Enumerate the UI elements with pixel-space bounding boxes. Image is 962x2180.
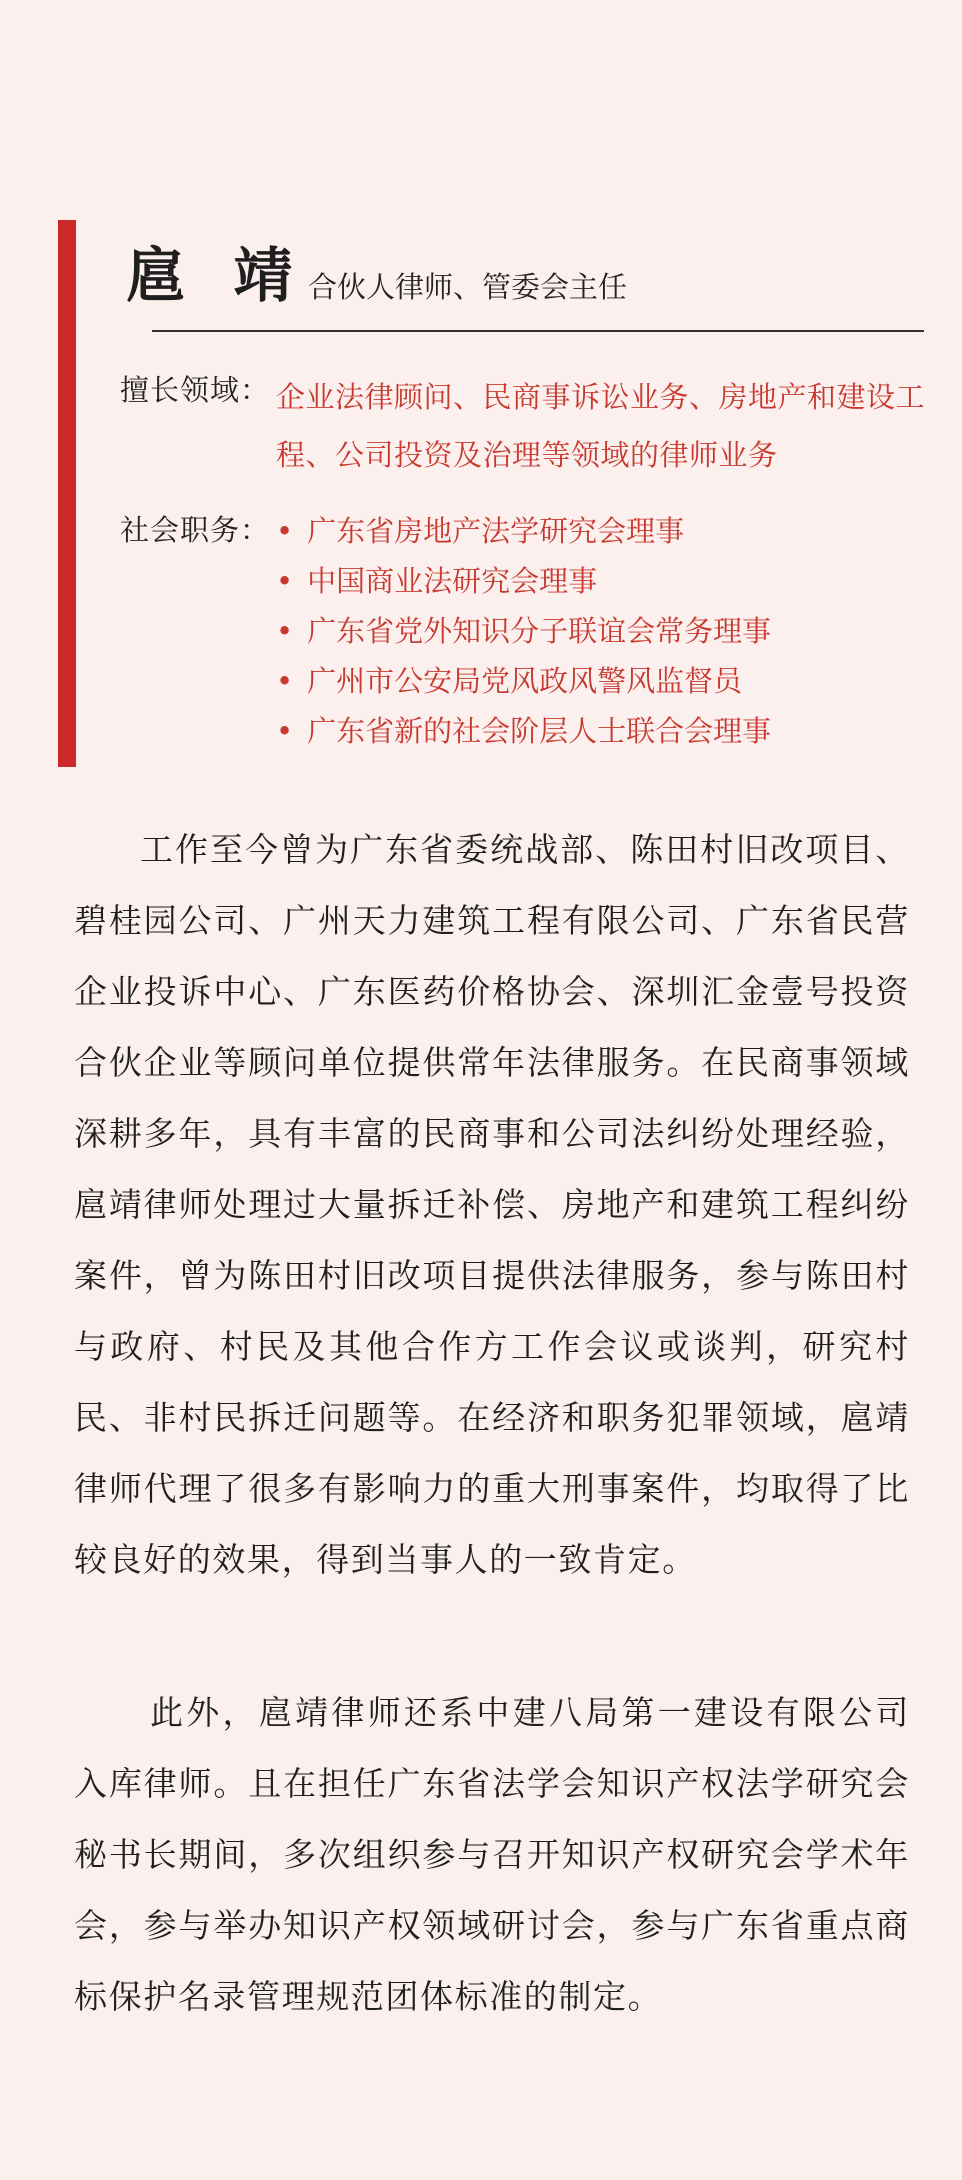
duty-item: • 广州市公安局党风政风警风监督员 <box>276 656 771 706</box>
duty-list <box>276 506 771 756</box>
bullet-icon: • <box>276 564 294 598</box>
lawyer-profile-card <box>58 220 924 767</box>
accent-bar <box>58 220 76 767</box>
bullet-icon: • <box>276 514 294 548</box>
body-paragraph-experience: 工作至今曾为广东省委统战部、陈田村旧改项目、碧桂园公司、广州天力建筑工程有限公司、广东省民营企业投诉中心、广东医药价格协会、深圳汇金壹号投资合伙企业等顾问单位提供常年法律服务。在民商事领域深耕多年，具有丰富的民商事和公司法纠纷处理经验，扈靖律师处理过大量拆迁补偿、房地产和建筑工程纠纷案件，曾为陈田村旧改项目提供法律服务，参与陈田村与政府、村民及其他合作方工作会议或谈判，研究村民、非村民拆迁问题等。在经济和职务犯罪领域，扈靖律师代理了很多有影响力的重大刑事案件，均取得了比较良好的效果，得到当事人的一致肯定。 <box>74 830 910 1579</box>
lawyer-title: 合伙人律师、管委会主任 <box>308 270 628 304</box>
duty-item: • 中国商业法研究会理事 <box>276 556 771 606</box>
body-paragraph-additional: 此外，扈靖律师还系中建八局第一建设有限公司入库律师。且在担任广东省法学会知识产权法学研究会秘书长期间，多次组织参与召开知识产权研究会学术年会，参与举办知识产权领域研讨会，参与广东省重点商标保护名录管理规范团体标准的制定。 <box>74 1693 910 2016</box>
duty-label: 社会职务： <box>120 513 271 547</box>
bullet-icon: • <box>276 664 294 698</box>
duty-item: • 广东省党外知识分子联谊会常务理事 <box>276 606 771 656</box>
divider <box>152 330 924 332</box>
bullet-icon: • <box>276 614 294 648</box>
bullet-icon: • <box>276 714 294 748</box>
duty-item: • 广东省新的社会阶层人士联合会理事 <box>276 706 771 756</box>
specialty-text: 企业法律顾问、民商事诉讼业务、房地产和建设工程、公司投资及治理等领域的律师业务 <box>276 380 926 472</box>
duty-item: • 广东省房地产法学研究会理事 <box>276 506 771 556</box>
lawyer-name: 扈 靖 <box>126 241 307 310</box>
specialty-label: 擅长领域： <box>120 373 271 407</box>
